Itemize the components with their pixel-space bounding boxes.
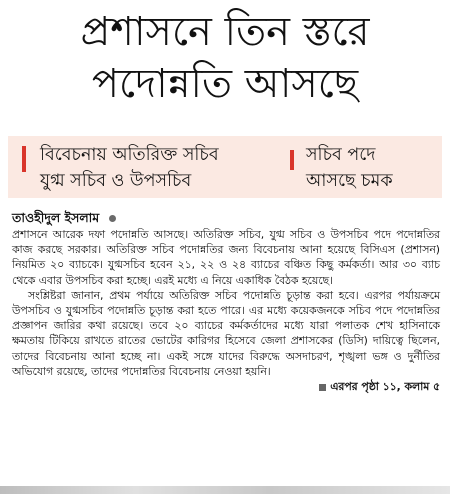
article-body [12,227,440,394]
headline-line-1: প্রশাসনে তিন স্তরে [80,9,370,55]
headline-line-2: পদোন্নতি আসছে [91,61,359,107]
headline [0,6,450,110]
continued-text: এরপর পৃষ্ঠা ১১, কলাম ৫ [330,380,440,394]
byline-bullet-icon [109,215,116,222]
subhead-right [306,142,442,194]
subhead-right-line-2: আসছে চমক [306,171,393,191]
subhead-left-accent-bar [22,146,26,172]
page-edge-strip [0,486,450,494]
continued-notice [12,379,440,394]
square-bullet-icon [319,384,326,391]
subhead-left [40,142,285,194]
subhead-left-line-2: যুগ্ম সচিব ও উপসচিব [40,171,192,191]
paragraph-1: প্রশাসনে আরেক দফা পদোন্নতি আসছে। অতিরিক্ত সচিব, যুগ্ম সচিব ও উপসচিব পদে পদোন্নতির কাজ করছে সরকার। অতিরিক্ত সচিব পদোন্নতির জন্য বিবেচনায় আনা হয়েছে বিসিএস (প্রশাসন) নিয়মিত ২০ ব্যাচকে। যুগ্মসচিব হবেন ২১, ২২ ও ২৪ ব্যাচের বঞ্চিত কিছু কর্মকর্তা। আর ৩০ ব্যাচ থেকে এবার উপসচিব করা হচ্ছে। এরই মধ্যে এ নিয়ে একাধিক বৈঠক হয়েছে। [12,228,440,287]
byline-author: তাওহীদুল ইসলাম [12,210,100,225]
subhead-left-line-1: বিবেচনায় অতিরিক্ত সচিব [40,145,219,165]
subhead-right-line-1: সচিব পদে [306,145,376,165]
subhead-right-accent-bar [290,150,294,170]
paragraph-2: সংশ্লিষ্টরা জানান, প্রথম পর্যায়ে অতিরিক্ত সচিব পদোন্নতি চূড়ান্ত করা হবে। এরপর পর্যায়ক্রমে উপসচিব ও যুগ্মসচিব পদোন্নতি চূড়ান্ত করা হতে পারে। এর মধ্যে কয়েকজনকে সচিব পদে পদোন্নতির প্রজ্ঞাপন জারির কথা রয়েছে। তবে ২০ ব্যাচের কর্মকর্তাদের মধ্যে যারা পলাতক শেখ হাসিনাকে ক্ষমতায় টিকিয়ে রাখতে রাতের ভোটের কারিগর হিসেবে জেলা প্রশাসকের (ডিসি) দায়িত্বে ছিলেন, তাদের বিবেচনায় আনা হচ্ছে না। একই সঙ্গে যাদের বিরুদ্ধে অসদাচরণ, শৃঙ্খলা ভঙ্গ ও দুর্নীতির অভিযোগ রয়েছে, তাদের পদোন্নতির বিবেচনায় নেওয়া হয়নি। [12,288,440,378]
